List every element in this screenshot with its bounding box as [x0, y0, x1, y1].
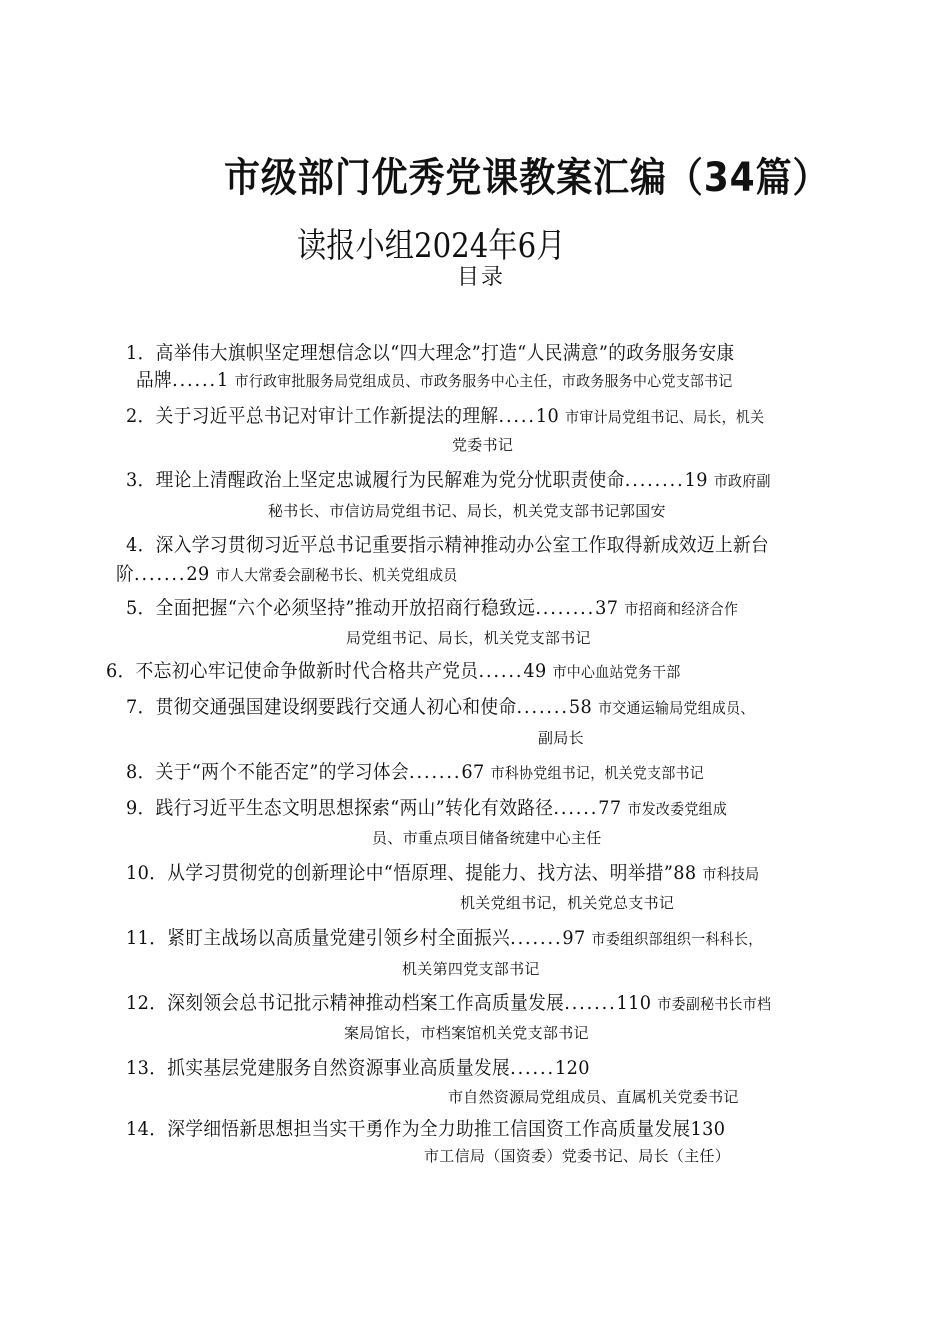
toc-author: 市科协党组书记，机关党支部书记	[490, 764, 705, 782]
toc-entry-2-line1[interactable]	[126, 404, 812, 429]
toc-page-number: 88	[673, 862, 697, 884]
toc-entry-3-author-cont: 秘书长、市信访局党组书记、局长，机关党支部书记郭国安	[268, 502, 666, 520]
toc-author: 市行政审批服务局党组成员、市政务服务中心主任，市政务服务中心党支部书记	[234, 372, 733, 390]
toc-author: 市委组织部组织一科科长，	[591, 930, 763, 948]
toc-entry-number: 9．	[126, 797, 156, 819]
toc-leader: ......	[172, 369, 217, 391]
toc-entry-number: 12．	[126, 992, 168, 1014]
toc-page-number: 19	[684, 469, 708, 491]
toc-entry-3-line1[interactable]	[126, 468, 819, 493]
toc-entry-number: 7．	[126, 696, 156, 718]
toc-entry-11-line1[interactable]	[126, 926, 810, 951]
toc-entry-number: 3．	[126, 469, 156, 491]
toc-author: 市科技局	[702, 865, 760, 883]
toc-entry-5-line1[interactable]	[126, 596, 784, 621]
toc-author: 市人大常委会副秘书长、机关党组成员	[215, 566, 458, 584]
toc-entry-title: 全面把握“六个必须坚持”推动开放招商行稳致远	[155, 597, 536, 619]
toc-entry-number: 14．	[126, 1118, 168, 1140]
toc-entry-number: 2．	[126, 405, 156, 427]
toc-leader: ......	[510, 1057, 555, 1079]
toc-entry-10-author-cont: 机关党组书记，机关党总支书记	[460, 894, 675, 912]
toc-entry-13-line1[interactable]	[126, 1056, 625, 1080]
toc-entry-title: 紧盯主战场以高质量党建引领乡村全面振兴	[167, 927, 511, 949]
toc-page-number: 130	[690, 1118, 726, 1140]
toc-entry-title: 关于习近平总书记对审计工作新提法的理解	[155, 405, 499, 427]
toc-entry-title: 贯彻交通强国建设纲要践行交通人初心和使命	[155, 696, 517, 718]
toc-page-number: 120	[554, 1057, 590, 1079]
toc-entry-title: 深刻领会总书记批示精神推动档案工作高质量发展	[167, 992, 565, 1014]
toc-entry-title: 不忘初心牢记使命争做新时代合格共产党员	[135, 660, 479, 682]
toc-author: 市政府副	[713, 472, 771, 490]
toc-entry-title: 抓实基层党建服务自然资源事业高质量发展	[167, 1057, 511, 1079]
toc-entry-title: 践行习近平生态文明思想探索“两山”转化有效路径	[155, 797, 554, 819]
toc-page-number: 110	[616, 992, 652, 1014]
document-title: 市级部门优秀党课教案汇编（34篇）	[224, 155, 830, 201]
toc-page-number: 1	[216, 369, 229, 391]
toc-entry-4-line1[interactable]	[126, 533, 818, 557]
toc-entry-number: 1．	[126, 342, 156, 364]
toc-author: 市交通运输局党组成员、	[598, 699, 755, 717]
toc-page-number: 10	[535, 405, 560, 427]
toc-page-number: 67	[461, 761, 485, 783]
toc-entry-title: 从学习贯彻党的创新理论中“悟原理、提能力、找方法、明举措”	[167, 862, 674, 884]
toc-leader: .......	[409, 761, 462, 783]
toc-entry-1-line1[interactable]	[126, 341, 780, 365]
toc-leader: .......	[516, 696, 569, 718]
toc-entry-number: 8．	[126, 761, 156, 783]
toc-entry-title-cont: 阶	[116, 563, 135, 585]
toc-entry-8-line1[interactable]	[126, 760, 748, 785]
toc-leader: ......	[553, 797, 599, 819]
toc-entry-7-author-cont: 副局长	[538, 729, 584, 747]
toc-page-number: 58	[568, 696, 593, 718]
toc-entry-number: 11．	[126, 927, 168, 949]
toc-entry-11-author-cont: 机关第四党支部书记	[402, 960, 540, 978]
toc-entry-title: 高举伟大旗帜坚定理想信念以“四大理念”打造“人民满意”的政务服务安康	[155, 342, 735, 364]
toc-leader: .......	[134, 563, 187, 585]
toc-entry-number: 13．	[126, 1057, 168, 1079]
toc-entry-4-line2[interactable]	[116, 562, 483, 587]
toc-entry-number: 6．	[106, 660, 136, 682]
toc-entry-14-line1[interactable]	[126, 1117, 770, 1141]
toc-entry-12-line1[interactable]	[126, 991, 820, 1016]
toc-entry-number: 4．	[126, 534, 156, 556]
toc-entry-number: 10．	[126, 862, 168, 884]
toc-entry-title: 深学细悟新思想担当实干勇作为全力助推工信国资工作高质量发展	[167, 1118, 691, 1140]
toc-page-number: 77	[598, 797, 622, 819]
toc-entry-2-author-cont: 党委书记	[452, 436, 514, 454]
toc-entry-title-cont: 品牌	[136, 369, 173, 391]
toc-page-number: 49	[523, 660, 547, 682]
toc-entry-5-author-cont: 局党组书记、局长，机关党支部书记	[346, 629, 591, 647]
document-subtitle: 读报小组2024年6月	[297, 226, 566, 266]
toc-entry-7-line1[interactable]	[126, 695, 802, 720]
toc-entry-title: 理论上清醒政治上坚定忠诚履行为民解难为党分忧职责使命	[155, 469, 625, 491]
toc-leader: .......	[510, 927, 563, 949]
toc-entry-title: 深入学习贯彻习近平总书记重要指示精神推动办公室工作取得新成效迈上新台	[155, 534, 770, 556]
toc-page-number: 97	[562, 927, 586, 949]
toc-leader: ........	[535, 597, 596, 619]
toc-author: 市招商和经济合作	[624, 600, 739, 618]
toc-entry-number: 5．	[126, 597, 156, 619]
toc-leader: .....	[498, 405, 536, 427]
toc-entry-1-line2[interactable]	[136, 368, 778, 393]
toc-leader: .......	[564, 992, 617, 1014]
toc-entry-10-line1[interactable]	[126, 861, 807, 886]
toc-page-number: 37	[595, 597, 619, 619]
toc-entry-9-author-cont: 员、市重点项目储备统建中心主任	[372, 829, 602, 847]
toc-leader: ......	[478, 660, 524, 682]
toc-entry-6-line1[interactable]	[106, 659, 724, 684]
toc-entry-title: 关于“两个不能否定”的学习体会	[155, 761, 410, 783]
toc-entry-12-author-cont: 案局馆长，市档案馆机关党支部书记	[344, 1024, 589, 1042]
toc-entry-9-line1[interactable]	[126, 796, 772, 821]
toc-author: 市发改委党组成	[627, 800, 728, 818]
toc-page-number: 29	[186, 563, 210, 585]
toc-author: 市中心血站党务干部	[552, 663, 681, 681]
toc-leader: ........	[624, 469, 685, 491]
toc-author: 市委副秘书长市档	[657, 995, 772, 1013]
toc-entry-14-author-cont: 市工信局（国资委）党委书记、局长（主任）	[424, 1147, 731, 1165]
toc-heading: 目录	[457, 265, 506, 290]
toc-author: 市审计局党组书记、局长，机关	[565, 408, 765, 426]
toc-entry-13-author-cont: 市自然资源局党组成员、直属机关党委书记	[448, 1088, 739, 1106]
